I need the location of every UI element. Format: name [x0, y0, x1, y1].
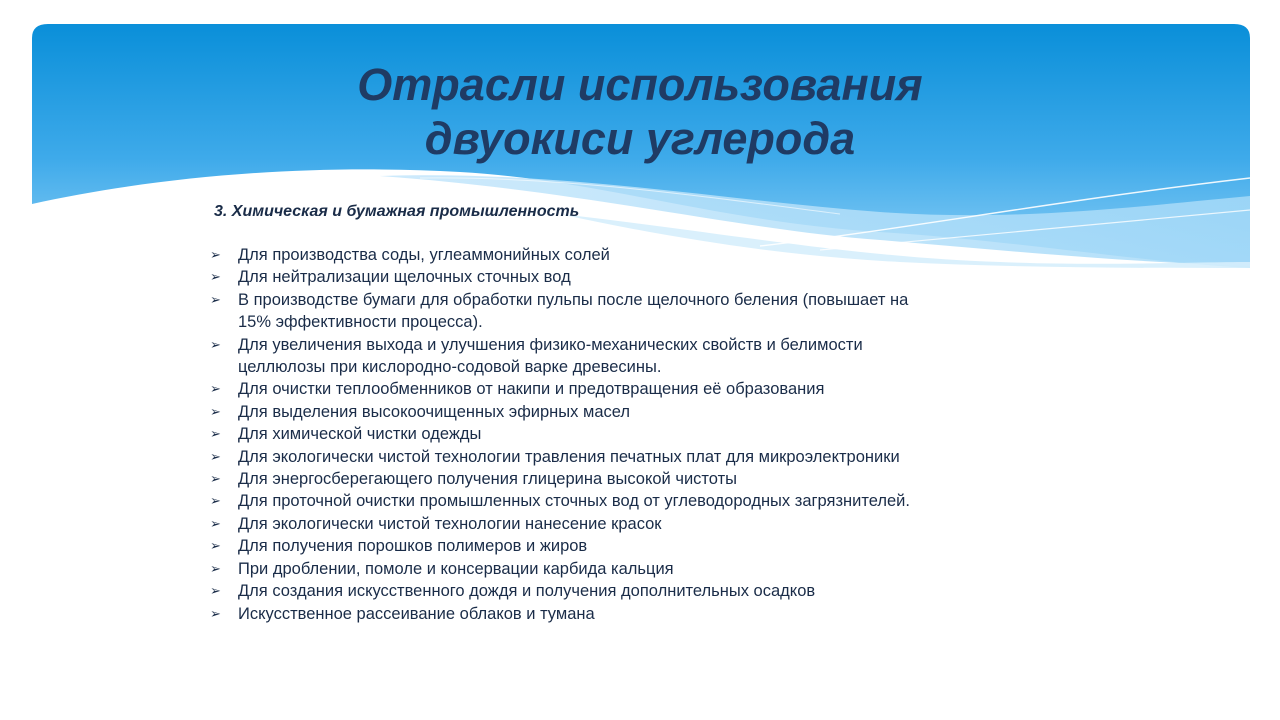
arrowhead-bullet-icon: ➢ [210, 605, 221, 621]
arrowhead-bullet-icon: ➢ [210, 336, 221, 352]
list-item-text: Для очистки теплообменников от накипи и предотвращения её образования [238, 380, 825, 399]
list-item-text: Для химической чистки одежды [238, 425, 482, 444]
title-line-1: Отрасли использования [357, 59, 923, 110]
list-item-text: Для выделения высокоочищенных эфирных масел [238, 402, 631, 421]
list-item [212, 446, 932, 468]
list-item-text: Для создания искусственного дождя и получения дополнительных осадков [238, 582, 816, 601]
list-item [212, 558, 932, 580]
list-item [212, 513, 932, 535]
arrowhead-bullet-icon: ➢ [210, 403, 221, 419]
list-item [212, 423, 932, 445]
list-item [212, 289, 932, 334]
arrowhead-bullet-icon: ➢ [210, 471, 221, 487]
list-item [212, 603, 932, 625]
arrowhead-bullet-icon: ➢ [210, 269, 221, 285]
arrowhead-bullet-icon: ➢ [210, 493, 221, 509]
list-item [212, 535, 932, 557]
list-item [212, 244, 932, 266]
list-item [212, 266, 932, 288]
arrowhead-bullet-icon: ➢ [210, 247, 221, 262]
list-item-text: Искусственное рассеивание облаков и тумана [238, 604, 595, 623]
arrowhead-bullet-icon: ➢ [210, 538, 221, 554]
list-item [212, 490, 932, 512]
arrowhead-bullet-icon: ➢ [210, 515, 221, 531]
arrowhead-bullet-icon: ➢ [210, 381, 221, 397]
list-item-text: Для производства соды, углеаммонийных солей [238, 246, 610, 264]
list-item-text: Для нейтрализации щелочных сточных вод [238, 268, 571, 287]
list-item [212, 401, 932, 423]
list-item [212, 378, 932, 400]
arrowhead-bullet-icon: ➢ [210, 560, 221, 576]
arrowhead-bullet-icon: ➢ [210, 448, 221, 464]
arrowhead-bullet-icon: ➢ [210, 426, 221, 442]
title-line-2: двуокиси углерода [424, 113, 856, 164]
arrowhead-bullet-icon: ➢ [210, 583, 221, 599]
slide-title [240, 58, 1040, 166]
list-item [212, 580, 932, 602]
list-item-text: Для получения порошков полимеров и жиров [238, 537, 588, 556]
arrowhead-bullet-icon: ➢ [210, 291, 221, 307]
list-item-text: Для увеличения выхода и улучшения физико-механических свойств и белимости целлюлозы при кислородно-содовой варке древесины. [238, 335, 863, 377]
bullet-list [212, 244, 932, 625]
content-block [212, 202, 932, 625]
list-item-text: При дроблении, помоле и консервации карбида кальция [238, 559, 674, 578]
list-item-text: Для экологически чистой технологии нанесение красок [238, 514, 662, 533]
list-item-text: Для проточной очистки промышленных сточных вод от углеводородных загрязнителей. [238, 492, 910, 511]
list-item-text: Для экологически чистой технологии травления печатных плат для микроэлектроники [238, 447, 900, 466]
list-item [212, 468, 932, 490]
section-heading: 3. Химическая и бумажная промышленность [214, 203, 580, 220]
list-item [212, 334, 932, 379]
list-item-text: В производстве бумаги для обработки пульпы после щелочного беления (повышает на 15% эффективности процесса). [238, 290, 909, 332]
list-item-text: Для энергосберегающего получения глицерина высокой чистоты [238, 470, 738, 489]
